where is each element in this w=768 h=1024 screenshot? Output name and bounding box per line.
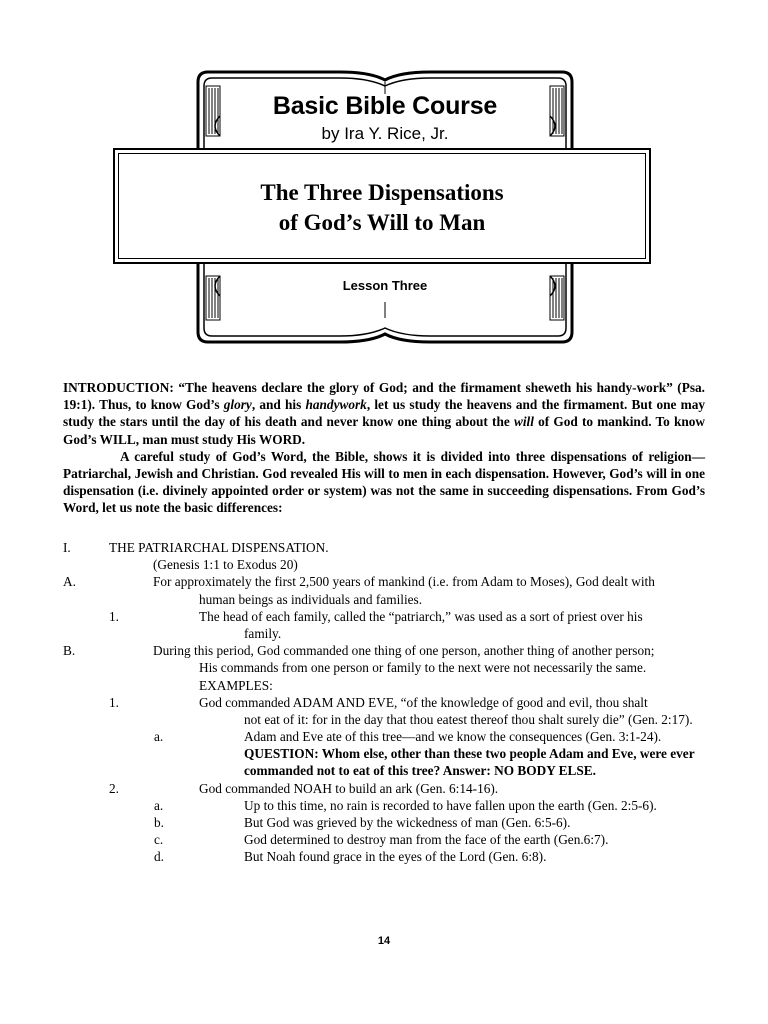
outline-text: The head of each family, called the “patriarch,” was used as a sort of priest over his [199, 608, 643, 624]
intro-text: of God to mankind. To know God’s WILL, man must study His WORD. [63, 414, 706, 447]
intro-text: INTRODUCTION: “The heavens declare the glory of God; and the firmament sheweth his handy-work” (Psa. 19:1). Thus, to know God’s [63, 380, 705, 413]
outline-row [0, 694, 768, 711]
outline-row [0, 642, 768, 659]
outline-marker: a. [154, 797, 164, 813]
lesson-title-line-2: of God’s Will to Man [278, 210, 486, 235]
outline-text: Adam and Eve ate of this tree—and we know the consequences (Gen. 3:1-24). [244, 729, 662, 745]
page-number: 14 [377, 935, 391, 947]
outline-marker: a. [154, 729, 164, 745]
outline-row [0, 762, 768, 779]
outline-marker: d. [154, 849, 164, 865]
intro-italic-text: glory [223, 397, 252, 413]
course-author: by Ira Y. Rice, Jr. [321, 124, 449, 143]
outline-row [0, 797, 768, 814]
outline-row [0, 745, 768, 762]
outline-text: (Genesis 1:1 to Exodus 20) [153, 557, 298, 573]
lesson-title-line-1: The Three Dispensations [260, 180, 504, 205]
course-title: Basic Bible Course [272, 92, 498, 120]
outline-text: God determined to destroy man from the face of the earth (Gen.6:7). [244, 832, 609, 848]
outline-row [0, 814, 768, 831]
intro-italic-text: handywork [305, 397, 367, 413]
outline-marker: I. [63, 540, 71, 555]
outline-text: For approximately the first 2,500 years of mankind (i.e. from Adam to Moses), God dealt with [153, 574, 655, 590]
outline-marker: B. [63, 643, 76, 659]
outline-row [0, 677, 768, 694]
lesson-title-box [113, 148, 651, 264]
outline-text: God commanded ADAM AND EVE, “of the knowledge of good and evil, thou shalt [199, 694, 648, 710]
introduction-paragraph-2: A careful study of God’s Word, the Bible, shows it is divided into three dispensations of religion—Patriarchal, Jewish and Christian. God revealed His will to men in each dispensation. However, God’s will in one dispensation (i.e. divinely appointed order or system) was not the same in succeeding dispensations. From God’s Word, let us note the basic differences: [63, 448, 705, 516]
outline-text: God commanded NOAH to build an ark (Gen. 6:14-16). [199, 780, 499, 796]
lesson-number: Lesson Three [342, 278, 428, 293]
outline-text: QUESTION: Whom else, other than these two people Adam and Eve, were ever [244, 746, 695, 762]
outline-marker: 1. [109, 608, 119, 624]
intro-text: , and his [251, 397, 306, 413]
outline-text: Up to this time, no rain is recorded to have fallen upon the earth (Gen. 2:5-6). [244, 797, 657, 813]
outline-row [0, 591, 768, 608]
outline-text: THE PATRIARCHAL DISPENSATION. [109, 540, 329, 555]
outline-text: EXAMPLES: [199, 677, 273, 693]
lesson-title [115, 178, 649, 238]
outline-row [0, 539, 768, 556]
outline-marker: A. [63, 574, 76, 590]
outline-text: family. [244, 625, 282, 641]
outline-row [0, 848, 768, 865]
outline-row [0, 780, 768, 797]
outline-marker: c. [154, 832, 164, 848]
outline-marker: 2. [109, 780, 119, 796]
intro-italic-text: will [513, 414, 534, 430]
lesson-outline [0, 539, 768, 866]
open-book-bottom-illustration [190, 262, 580, 348]
outline-row [0, 608, 768, 625]
outline-row [0, 556, 768, 573]
outline-row [0, 711, 768, 728]
outline-text: But God was grieved by the wickedness of man (Gen. 6:5-6). [244, 815, 571, 830]
outline-text: His commands from one person or family to the next were not necessarily the same. [199, 660, 647, 676]
outline-text: During this period, God commanded one thing of one person, another thing of another person; [153, 643, 655, 659]
outline-text: human beings as individuals and families. [199, 591, 423, 607]
introduction [63, 379, 705, 517]
outline-text: commanded not to eat of this tree? Answer: NO BODY ELSE. [244, 763, 596, 779]
outline-row [0, 728, 768, 745]
outline-row [0, 625, 768, 642]
outline-text: not eat of it: for in the day that thou eatest thereof thou shalt surely die” (Gen. 2:17). [244, 711, 693, 727]
introduction-paragraph-1 [63, 379, 705, 448]
outline-row [0, 831, 768, 848]
outline-row [0, 659, 768, 676]
outline-marker: 1. [109, 694, 119, 710]
intro-text: , let us study the heavens and the firmament. But one may study the stars until the day of his death and never know one thing about the [63, 397, 705, 430]
outline-marker: b. [154, 815, 164, 830]
outline-row [0, 573, 768, 590]
outline-text: But Noah found grace in the eyes of the Lord (Gen. 6:8). [244, 849, 547, 865]
